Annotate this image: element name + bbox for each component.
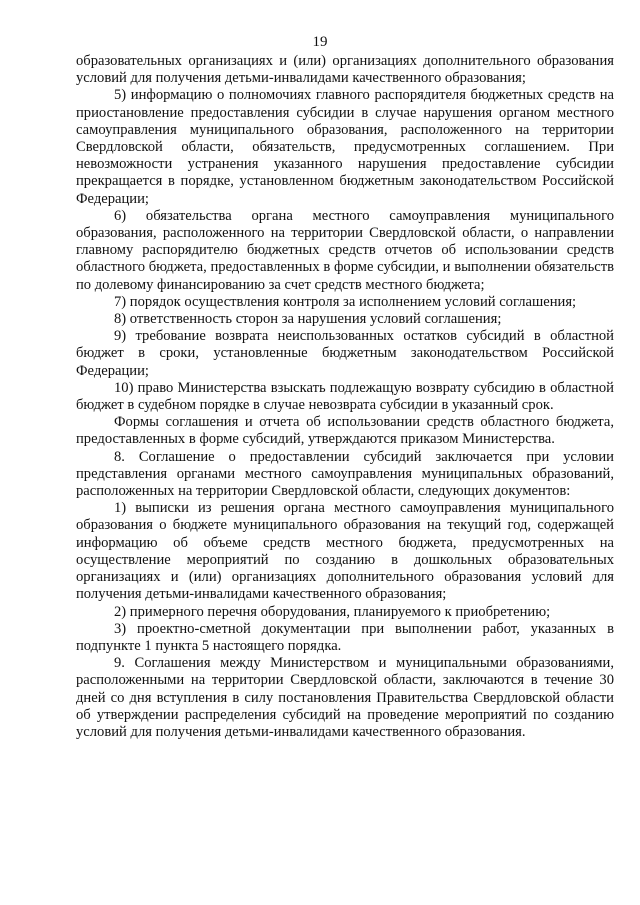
paragraph: 8. Соглашение о предоставлении субсидий заключается при условии представления органами местного самоуправления муниципальных образований, расположенных на территории Свердловской области, следующих документов: — [76, 448, 614, 500]
paragraph: 3) проектно-сметной документации при выполнении работ, указанных в подпункте 1 пункта 5 настоящего порядка. — [76, 620, 614, 654]
page-number: 19 — [312, 34, 328, 50]
paragraph: Формы соглашения и отчета об использовании средств областного бюджета, предоставленных в форме субсидий, утверждаются приказом Министерства. — [76, 414, 614, 448]
paragraph: 9) требование возврата неиспользованных остатков субсидий в областной бюджет в сроки, установленные бюджетным законодательством Российской Федерации; — [76, 328, 614, 379]
paragraph: 6) обязательства органа местного самоуправления муниципального образования, расположенного на территории Свердловской области, о направлении главному распорядителю бюджетных средств отчетов об использовании средств областного бюджета, предоставленных в форме субсидии, и выполнении обязательств по долевому финансированию за счет средств местного бюджета; — [76, 207, 614, 293]
paragraph: образовательных организациях и (или) организациях дополнительного образования условий для получения детьми-инвалидами качественного образования; — [76, 53, 614, 87]
paragraph: 5) информацию о полномочиях главного распорядителя бюджетных средств на приостановление предоставления субсидии в случае нарушения органом местного самоуправления муниципального образования, расположенного на территории Свердловской области, обязательств, предусмотренных соглашением. При невозможности устранения указанного нарушения предоставление субсидии прекращается в порядке, установленном бюджетным законодательством Российской Федерации; — [76, 87, 614, 207]
paragraph: 2) примерного перечня оборудования, планируемого к приобретению; — [114, 603, 551, 620]
paragraph: 7) порядок осуществления контроля за исполнением условий соглашения; — [114, 293, 577, 310]
paragraph: 10) право Министерства взыскать подлежащую возврату субсидию в областной бюджет в судебном порядке в случае невозврата субсидии в указанный срок. — [76, 379, 614, 414]
paragraph: 8) ответственность сторон за нарушения условий соглашения; — [114, 311, 502, 328]
paragraph: 9. Соглашения между Министерством и муниципальными образованиями, расположенными на территории Свердловской области, заключаются в течение 30 дней со дня вступления в силу постановления Правительства Свердловской области об утверждении распределения субсидий на проведение мероприятий по созданию условий для получения детьми-инвалидами качественного образования. — [76, 655, 614, 740]
document-body — [76, 53, 614, 741]
paragraph: 1) выписки из решения органа местного самоуправления муниципального образования о бюджете муниципального образования на текущий год, содержащей информацию об объеме средств местного бюджета, предусмотренных на осуществление мероприятий по созданию в дошкольных образовательных организациях и (или) организациях дополнительного образования условий для получения детьми-инвалидами качественного образования; — [76, 500, 614, 603]
